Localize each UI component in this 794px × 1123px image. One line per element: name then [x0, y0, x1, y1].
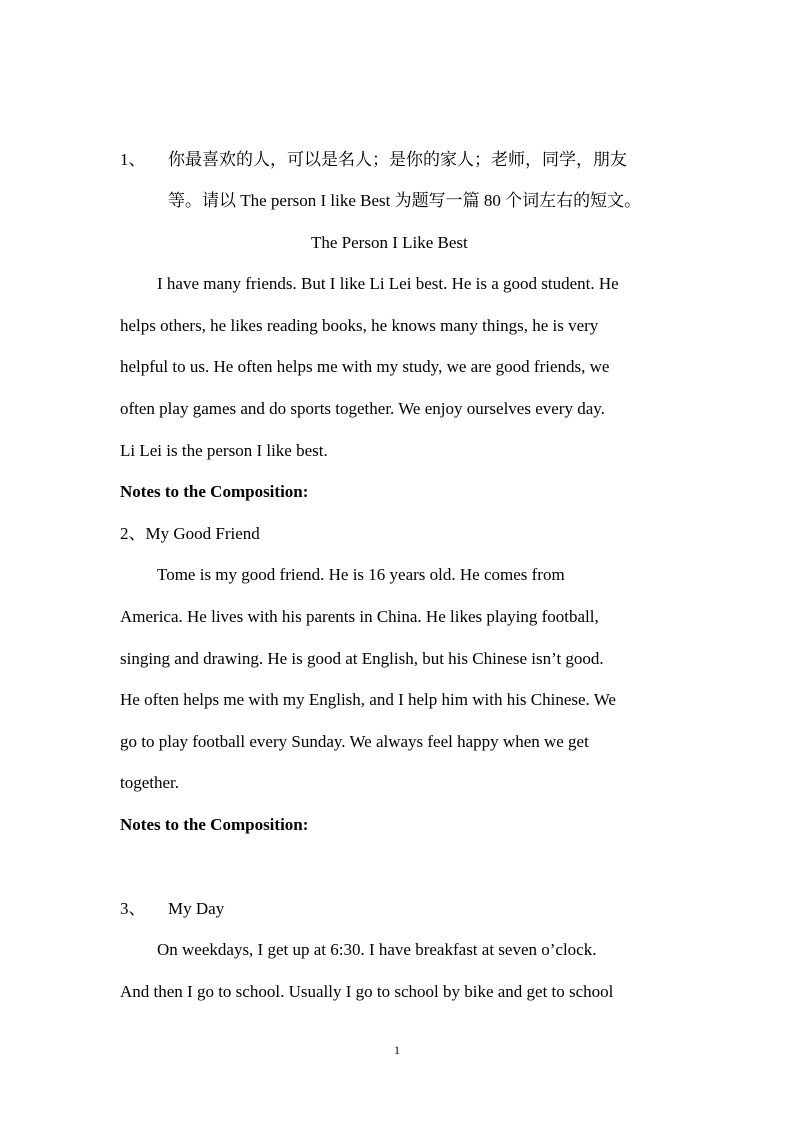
q1-essay-title: The Person I Like Best [311, 233, 468, 252]
q2-essay-line: singing and drawing. He is good at English, but his Chinese isn’t good. [120, 649, 604, 668]
q1-essay-line: often play games and do sports together. We enjoy ourselves every day. [120, 399, 605, 418]
q2-heading: 2、My Good Friend [120, 524, 260, 543]
q2-essay-line: Tome is my good friend. He is 16 years old. He comes from [157, 565, 565, 584]
q1-number: 1、 [120, 150, 146, 169]
q1-prompt-line-1: 你最喜欢的人，可以是名人；是你的家人；老师，同学，朋友 [168, 150, 627, 169]
q3-essay-line: And then I go to school. Usually I go to school by bike and get to school [120, 982, 614, 1001]
q1-notes-heading: Notes to the Composition: [120, 482, 309, 501]
q1-prompt-line-2: 等。请以 The person I like Best 为题写一篇 80 个词左右的短文。 [168, 191, 642, 210]
q1-essay-line: helpful to us. He often helps me with my study, we are good friends, we [120, 357, 610, 376]
q2-essay-line: together. [120, 773, 180, 792]
page-number: 1 [394, 1043, 400, 1057]
q3-essay-line: On weekdays, I get up at 6:30. I have breakfast at seven o’clock. [157, 940, 597, 959]
q1-essay-line: helps others, he likes reading books, he knows many things, he is very [120, 316, 599, 335]
q1-essay-line: Li Lei is the person I like best. [120, 441, 328, 460]
q1-essay-line: I have many friends. But I like Li Lei best. He is a good student. He [157, 274, 619, 293]
q2-essay-line: America. He lives with his parents in China. He likes playing football, [120, 607, 599, 626]
q2-notes-heading: Notes to the Composition: [120, 815, 309, 834]
q3-title: My Day [168, 899, 225, 918]
q2-essay-line: go to play football every Sunday. We always feel happy when we get [120, 732, 589, 751]
q3-number: 3、 [120, 899, 146, 918]
q2-essay-line: He often helps me with my English, and I help him with his Chinese. We [120, 690, 616, 709]
